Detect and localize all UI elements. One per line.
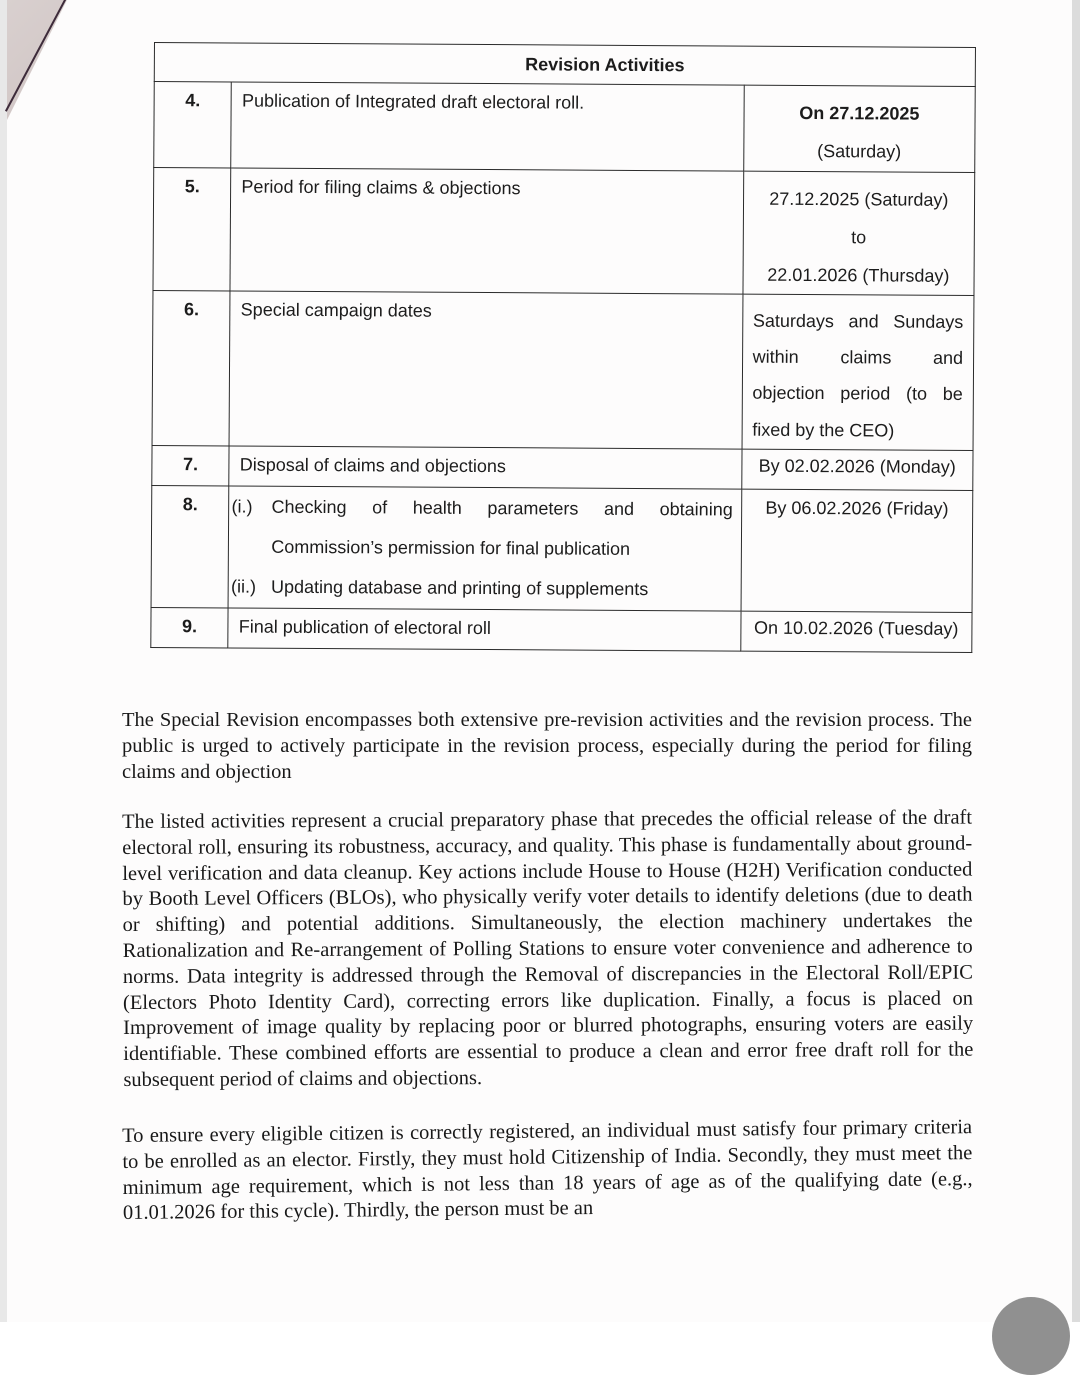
sub-item-text: Updating database and printing of supplements — [270, 576, 649, 600]
date-line: By 02.02.2026 (Monday) — [758, 455, 956, 477]
date-line: (Saturday) — [817, 141, 902, 162]
date-cell — [743, 171, 975, 295]
row-number: 6. — [152, 290, 230, 445]
date-line: 27.12.2025 (Saturday) — [769, 188, 949, 210]
activity-cell — [228, 486, 741, 611]
date-line: 22.01.2026 (Thursday) — [767, 264, 950, 286]
date-line: By 06.02.2026 (Friday) — [765, 497, 949, 519]
activity-cell: Final publication of electoral roll — [228, 608, 740, 651]
row-number: 8. — [151, 485, 229, 607]
sub-item-text: Checking of health parameters and obtaining — [271, 496, 733, 520]
row-number: 4. — [154, 82, 232, 168]
viewer-scroll-edge — [1072, 0, 1080, 1322]
sub-item — [231, 566, 732, 609]
activity-cell: Disposal of claims and objections — [229, 446, 741, 489]
date-line: to — [851, 227, 867, 248]
row-number: 9. — [151, 607, 229, 647]
date-line: On 27.12.2025 — [799, 102, 920, 124]
date-cell — [743, 85, 975, 172]
date-cell — [741, 489, 973, 612]
activity-cell: Special campaign dates — [229, 291, 742, 449]
paragraph-preparatory-phase: The listed activities represent a crucial preparatory phase that precedes the official release of the draft electoral roll, ensuring its robustness, accuracy, and quality. This phase is fundamentally about ground-level verification and data cleanup. Key actions include House to House (H2H) Verification conducted by Booth Level Officers (BLOs), who physically verify voter details to identify deletions (due to death or shifting) and potential additions. Simultaneously, the election machinery undertakes the Rationalization and Re-arrangement of Polling Stations to ensure voter convenience and adherence to norms. Data integrity is addressed through the Removal of discrepancies in the Electoral Roll/EPIC (Electors Photo Identity Card), correcting errors like duplication. Finally, a focus is placed on Improvement of image quality by replacing poor or blurred photographs, ensuring voters are easily identifiable. These combined efforts are essential to produce a clean and error free draft roll for the subsequent period of claims and objections. — [122, 806, 974, 1091]
table-row — [151, 485, 973, 612]
revision-schedule-table — [150, 42, 976, 653]
table-row — [152, 290, 974, 450]
table-row — [154, 82, 976, 173]
date-line: On 10.02.2026 (Tuesday) — [753, 617, 959, 639]
row-number: 5. — [153, 168, 231, 291]
circle-button-icon[interactable] — [992, 1297, 1070, 1375]
sub-item — [231, 486, 732, 529]
date-cell — [741, 449, 973, 490]
date-cell — [742, 294, 974, 450]
sub-item-continuation: Commission’s permission for final publication — [271, 536, 631, 559]
activity-cell: Publication of Integrated draft electoral roll. — [231, 82, 744, 171]
table-row — [153, 168, 975, 296]
sub-item-number: (ii.) — [230, 576, 257, 597]
date-line: fixed by the CEO) — [752, 419, 895, 441]
page-left-edge — [0, 0, 7, 1322]
date-cell — [740, 611, 972, 652]
table-row — [152, 445, 973, 490]
sub-item-number: (i.) — [231, 496, 253, 517]
table-title: Revision Activities — [154, 43, 975, 87]
activity-cell: Period for filing claims & objections — [230, 168, 743, 294]
date-line: within claims and — [752, 346, 964, 368]
table-row — [151, 607, 972, 652]
paragraph-public-participation: The Special Revision encompasses both extensive pre-revision activities and the revision process. The public is urged to actively participate in the revision process, especially during the period for filing claims and objection — [122, 709, 972, 783]
date-line: Saturdays and Sundays — [752, 310, 964, 332]
folded-corner — [7, 0, 67, 120]
date-line: objection period (to be — [752, 382, 963, 404]
paragraph-eligibility-criteria: To ensure every eligible citizen is correctly registered, an individual must satisfy four primary criteria to be enrolled as an elector. Firstly, they must hold Citizenship of India. Secondly, they must meet the minimum age requirement, which is not less than 18 years of age as of the qualifying date (e.g., 01.01.2026 for this cycle). Thirdly, the person must be an — [122, 1116, 973, 1225]
table-header-row — [154, 43, 975, 87]
row-number: 7. — [152, 445, 230, 485]
